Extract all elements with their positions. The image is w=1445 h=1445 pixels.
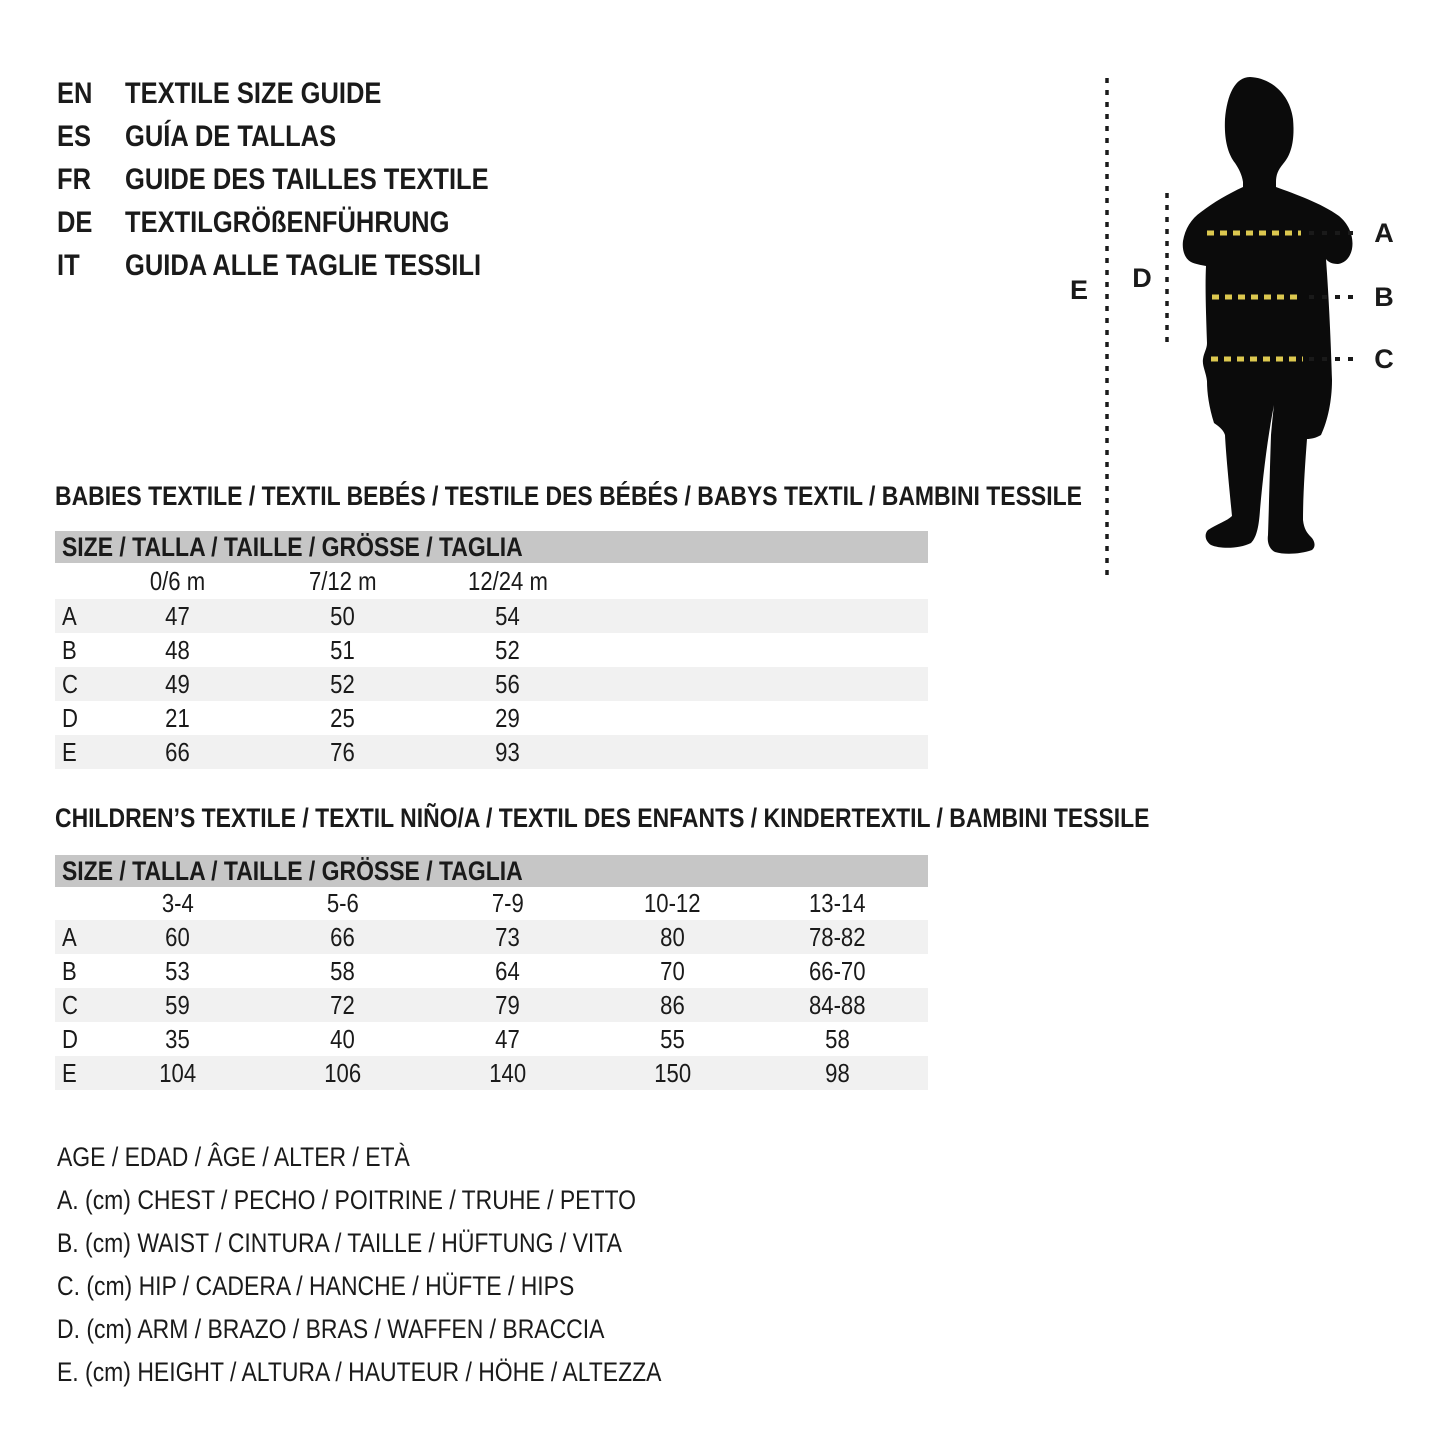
legend-line-age: AGE / EDAD / ÂGE / ALTER / ETÀ	[57, 1142, 410, 1172]
row-label: D	[62, 1023, 78, 1054]
children-size-table	[55, 855, 928, 1090]
table-row: C 59 72 79 86 84-88	[55, 988, 928, 1022]
page-title-es: GUÍA DE TALLAS	[125, 119, 337, 153]
column-header: 5-6	[326, 888, 359, 918]
row-label: C	[62, 668, 78, 699]
title-row-en	[57, 72, 553, 115]
row-label: B	[62, 955, 77, 986]
lang-code-en: EN	[57, 76, 93, 110]
table-row: A 47 50 54	[55, 599, 928, 633]
column-header: 0/6 m	[149, 565, 206, 596]
children-section-heading: CHILDREN’S TEXTILE / TEXTIL NIÑO/A / TEXTIL DES ENFANTS / KINDERTEXTIL / BAMBINI TESSILE	[55, 803, 1150, 833]
lang-code-it: IT	[57, 248, 80, 282]
table-row: B 48 51 52	[62, 634, 520, 665]
babies-section-heading: BABIES TEXTILE / TEXTIL BEBÉS / TESTILE DES BÉBÉS / BABYS TEXTIL / BAMBINI TESSILE	[55, 481, 1082, 511]
figure-label-a: A	[1374, 217, 1394, 248]
title-row-it	[57, 244, 553, 287]
page-title-de: TEXTILGRÖßENFÜHRUNG	[125, 205, 450, 239]
title-row-fr	[57, 158, 553, 201]
row-label: E	[62, 736, 77, 767]
table-row: A 60 66 73 80 78-82	[55, 920, 928, 954]
legend-line-hip: C. (cm) HIP / CADERA / HANCHE / HÜFTE / HIPS	[57, 1271, 575, 1301]
figure-label-e: E	[1069, 274, 1088, 305]
column-header: 12/24 m	[467, 565, 548, 596]
legend-line-waist: B. (cm) WAIST / CINTURA / TAILLE / HÜFTUNG / VITA	[57, 1228, 622, 1258]
title-block	[57, 72, 553, 287]
row-label: A	[62, 921, 77, 952]
table-row: E 66 76 93	[55, 735, 928, 769]
figure-label-c: C	[1374, 343, 1394, 374]
babies-size-header-bar: SIZE / TALLA / TAILLE / GRÖSSE / TAGLIA	[55, 531, 928, 563]
children-column-header-row	[55, 887, 928, 920]
figure-label-b: B	[1374, 281, 1394, 312]
page-title-fr: GUIDE DES TAILLES TEXTILE	[125, 162, 489, 196]
row-label: E	[62, 1057, 77, 1088]
legend-line-chest: A. (cm) CHEST / PECHO / POITRINE / TRUHE / PETTO	[57, 1185, 636, 1215]
page-title-it: GUIDA ALLE TAGLIE TESSILI	[125, 248, 482, 282]
babies-size-table	[55, 531, 928, 769]
table-row: D 21 25 29	[62, 702, 520, 733]
table-row: B 53 58 64 70 66-70	[62, 955, 866, 986]
table-row: E 104 106 140 150 98	[55, 1056, 928, 1090]
children-size-header-bar: SIZE / TALLA / TAILLE / GRÖSSE / TAGLIA	[55, 855, 928, 887]
column-header: 13-14	[809, 888, 866, 918]
table-row: D 35 40 47 55 58	[62, 1023, 850, 1054]
figure-label-d: D	[1132, 262, 1152, 293]
column-header: 3-4	[161, 888, 194, 918]
lang-code-fr: FR	[57, 162, 91, 196]
measurement-legend	[57, 1136, 768, 1394]
column-header: 7-9	[491, 888, 524, 918]
legend-line-height: E. (cm) HEIGHT / ALTURA / HAUTEUR / HÖHE / ALTEZZA	[57, 1357, 662, 1387]
page-title-en: TEXTILE SIZE GUIDE	[125, 76, 382, 110]
title-row-es	[57, 115, 553, 158]
row-label: B	[62, 634, 77, 665]
babies-column-header-row	[55, 563, 928, 599]
row-label: C	[62, 989, 78, 1020]
row-label: A	[62, 600, 77, 631]
row-label: D	[62, 702, 78, 733]
title-row-de	[57, 201, 553, 244]
lang-code-de: DE	[57, 205, 93, 239]
lang-code-es: ES	[57, 119, 92, 153]
column-header: 10-12	[644, 888, 701, 918]
table-row: C 49 52 56	[55, 667, 928, 701]
column-header: 7/12 m	[308, 565, 377, 596]
child-silhouette-figure	[1055, 55, 1445, 600]
legend-line-arm: D. (cm) ARM / BRAZO / BRAS / WAFFEN / BRACCIA	[57, 1314, 605, 1344]
